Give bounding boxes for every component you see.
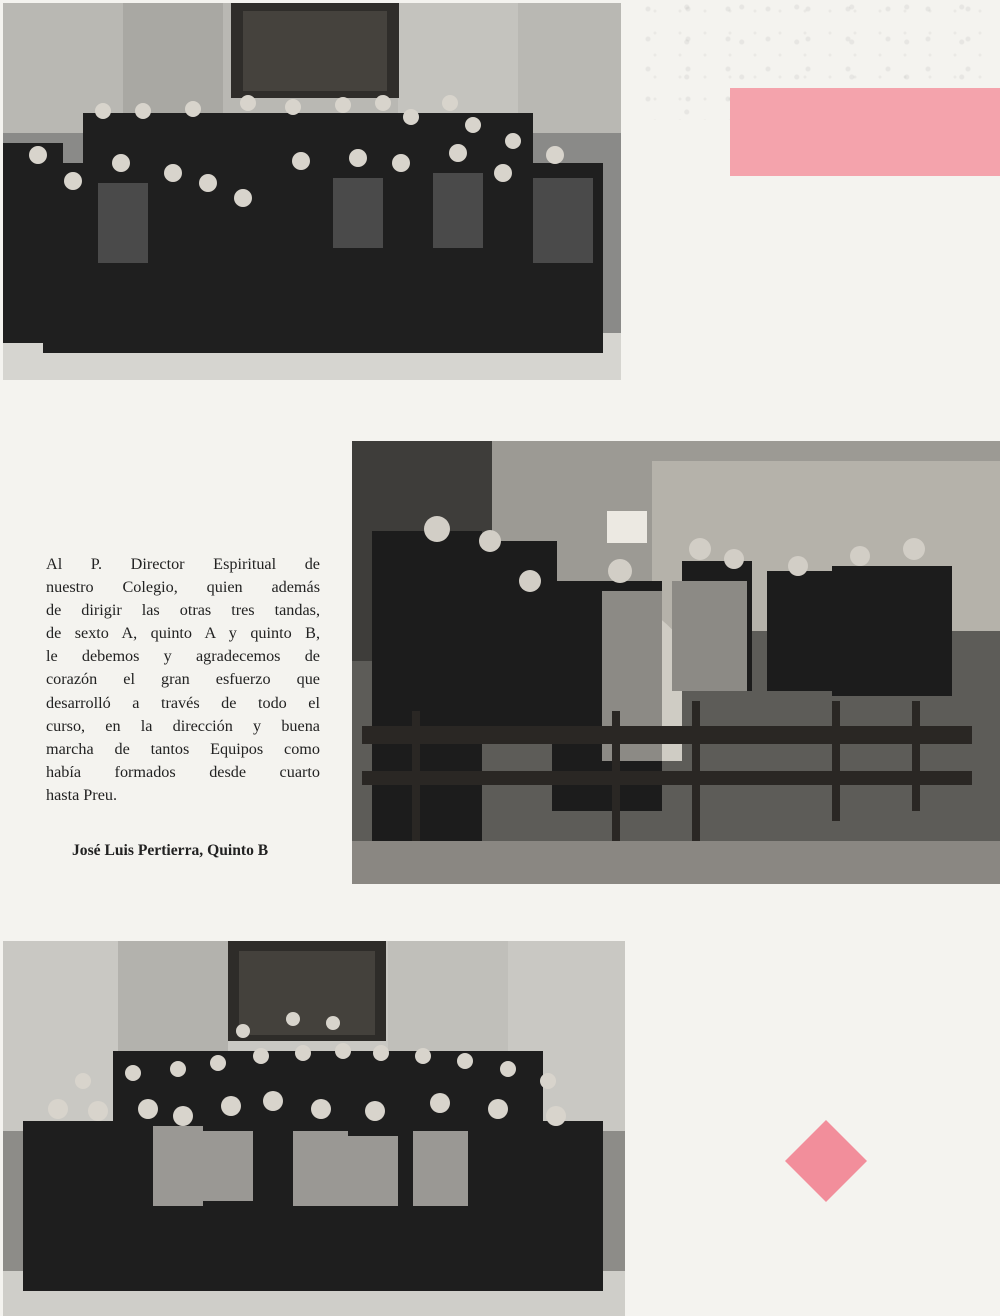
caption-line: corazón el gran esfuerzo que <box>46 670 320 689</box>
caption-text <box>46 553 320 807</box>
caption-line: hasta Preu. <box>46 785 118 804</box>
caption-line: había formados desde cuarto <box>46 762 320 781</box>
pink-diamond-accent <box>785 1120 867 1202</box>
caption-line: le debemos y agradecemos de <box>46 647 320 666</box>
caption-line: nuestro Colegio, quien además <box>46 578 320 597</box>
caption-line: de dirigir las otras tres tandas, <box>46 601 320 620</box>
chapel-photo <box>352 441 1000 884</box>
caption-line: marcha de tantos Equipos como <box>46 739 320 758</box>
caption-line: curso, en la dirección y buena <box>46 716 320 735</box>
caption-line: Al P. Director Espiritual de <box>46 555 320 573</box>
group-photo-bottom <box>3 941 625 1316</box>
group-photo-top <box>3 3 621 380</box>
caption-line: de sexto A, quinto A y quinto B, <box>46 624 320 643</box>
caption-author: José Luis Pertierra, Quinto B <box>72 842 269 859</box>
pink-accent-bar <box>730 88 1000 176</box>
caption-line: desarrolló a través de todo el <box>46 693 320 712</box>
